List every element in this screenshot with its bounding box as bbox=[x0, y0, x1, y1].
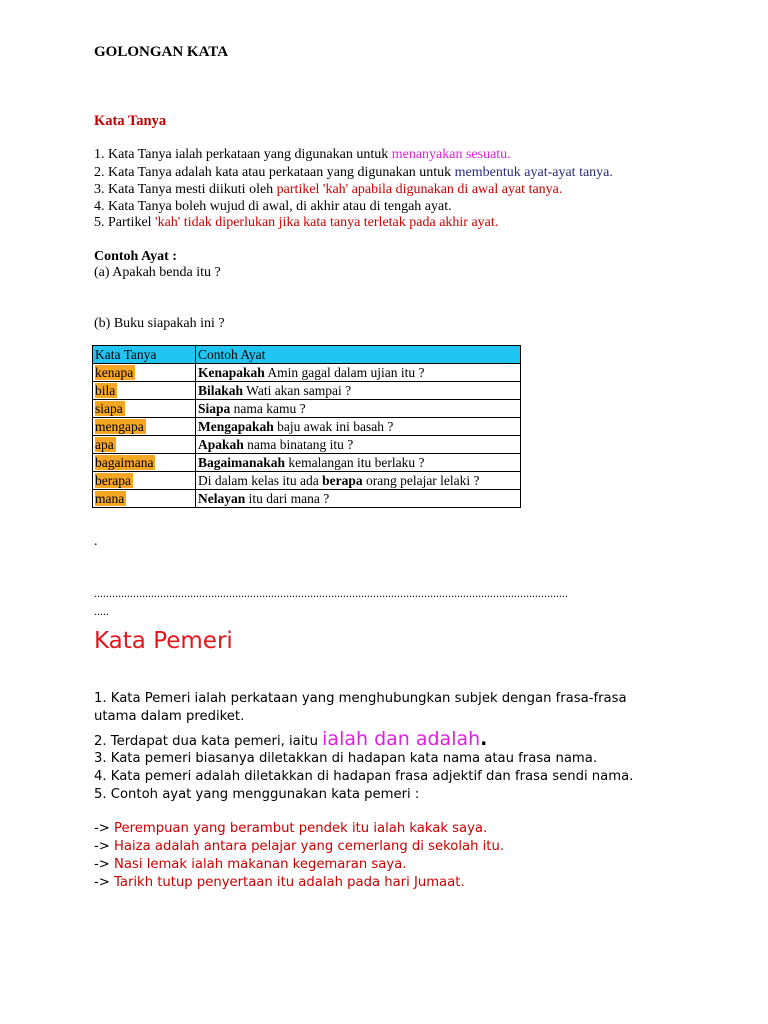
table-cell-word bbox=[93, 400, 196, 418]
kata-pemeri-point-4: 4. Kata pemeri adalah diletakkan di hadapan frasa adjektif dan frasa sendi nama. bbox=[94, 769, 634, 784]
kata-pemeri-point-5: 5. Contoh ayat yang menggunakan kata pemeri : bbox=[94, 787, 420, 802]
example-post: nama binatang itu ? bbox=[243, 436, 354, 452]
table-row bbox=[93, 490, 521, 508]
table-header-row bbox=[93, 346, 521, 364]
example-post: baju awak ini basah ? bbox=[273, 418, 394, 434]
table-cell-word bbox=[93, 382, 196, 400]
table-cell-word bbox=[93, 490, 196, 508]
kata-tanya-heading: Kata Tanya bbox=[94, 113, 167, 129]
table-row bbox=[93, 436, 521, 454]
table-cell-example bbox=[196, 418, 521, 436]
arrow: -> bbox=[94, 839, 115, 854]
word-highlight: mengapa bbox=[95, 418, 144, 434]
dotted-separator bbox=[94, 584, 674, 620]
table-cell-word bbox=[93, 364, 196, 382]
example-post: orang pelajar lelaki ? bbox=[362, 472, 480, 488]
point-2-suffix: . bbox=[480, 728, 488, 750]
point-2-highlight: ialah dan adalah bbox=[322, 728, 481, 750]
point-highlight: 'kah' tidak diperlukan jika kata tanya terletak pada akhir ayat. bbox=[155, 215, 499, 230]
kata-tanya-point-5 bbox=[94, 214, 498, 232]
word-highlight: apa bbox=[95, 436, 114, 452]
point-highlight: partikel 'kah' apabila digunakan di awal ayat tanya. bbox=[276, 182, 563, 197]
word-highlight: siapa bbox=[95, 400, 123, 416]
example-list bbox=[94, 820, 504, 892]
table-row bbox=[93, 382, 521, 400]
point-text: 4. Kata Tanya boleh wujud di awal, di akhir atau di tengah ayat. bbox=[94, 199, 452, 214]
point-1-line-1: 1. Kata Pemeri ialah perkataan yang menghubungkan subjek dengan frasa-frasa bbox=[94, 691, 627, 706]
kata-tanya-table bbox=[92, 345, 521, 508]
kata-pemeri-point-3: 3. Kata pemeri biasanya diletakkan di hadapan kata nama atau frasa nama. bbox=[94, 751, 598, 766]
table-cell-example bbox=[196, 364, 521, 382]
page-title: GOLONGAN KATA bbox=[94, 44, 229, 60]
contoh-ayat-heading: Contoh Ayat : bbox=[94, 249, 177, 264]
kata-tanya-point-2 bbox=[94, 164, 613, 182]
table-cell-word bbox=[93, 418, 196, 436]
example-bold: berapa bbox=[322, 472, 363, 488]
example-text: Haiza adalah antara pelajar yang cemerlang di sekolah itu. bbox=[114, 839, 505, 854]
example-post: Wati akan sampai ? bbox=[243, 382, 352, 398]
word-highlight: mana bbox=[95, 490, 125, 506]
table-cell-example bbox=[196, 436, 521, 454]
example-post: itu dari mana ? bbox=[245, 490, 330, 506]
table-row bbox=[93, 400, 521, 418]
table-header-kata-tanya: Kata Tanya bbox=[93, 346, 196, 364]
kata-tanya-point-3 bbox=[94, 181, 562, 199]
table-row bbox=[93, 364, 521, 382]
kata-tanya-point-1 bbox=[94, 146, 511, 164]
example-bold: Bagaimanakah bbox=[198, 454, 286, 470]
list-item bbox=[94, 820, 504, 838]
arrow: -> bbox=[94, 821, 115, 836]
table-cell-example bbox=[196, 490, 521, 508]
point-1-line-2: utama dalam prediket. bbox=[94, 709, 245, 724]
list-item bbox=[94, 856, 504, 874]
example-bold: Mengapakah bbox=[198, 418, 274, 434]
example-text: Nasi lemak ialah makanan kegemaran saya. bbox=[114, 857, 407, 872]
kata-pemeri-point-2 bbox=[94, 730, 487, 751]
example-post: kemalangan itu berlaku ? bbox=[285, 454, 425, 470]
kata-pemeri-point-1 bbox=[94, 690, 627, 726]
example-bold: Kenapakah bbox=[198, 364, 265, 380]
dots-line-1: .............................................................................................................................................................. bbox=[94, 586, 568, 600]
point-text: 3. Kata Tanya mesti diikuti oleh bbox=[94, 182, 277, 197]
point-text: 5. Partikel bbox=[94, 215, 156, 230]
example-post: Amin gagal dalam ujian itu ? bbox=[264, 364, 425, 380]
table-cell-example bbox=[196, 472, 521, 490]
example-text: Perempuan yang berambut pendek itu ialah kakak saya. bbox=[114, 821, 488, 836]
example-pre: Di dalam kelas itu ada bbox=[198, 472, 323, 488]
word-highlight: bagaimana bbox=[95, 454, 154, 470]
point-2-text: 2. Terdapat dua kata pemeri, iaitu bbox=[94, 734, 323, 749]
table-cell-example bbox=[196, 382, 521, 400]
example-bold: Siapa bbox=[198, 400, 231, 416]
example-post: nama kamu ? bbox=[230, 400, 306, 416]
word-highlight: bila bbox=[95, 382, 116, 398]
list-item bbox=[94, 838, 504, 856]
table-cell-word bbox=[93, 454, 196, 472]
table-cell-example bbox=[196, 400, 521, 418]
example-bold: Apakah bbox=[198, 436, 244, 452]
word-highlight: kenapa bbox=[95, 364, 134, 380]
contoh-ayat-b: (b) Buku siapakah ini ? bbox=[94, 316, 225, 331]
table-header-contoh-ayat: Contoh Ayat bbox=[196, 346, 521, 364]
example-bold: Bilakah bbox=[198, 382, 244, 398]
point-text: 2. Kata Tanya adalah kata atau perkataan yang digunakan untuk bbox=[94, 165, 455, 180]
point-highlight: membentuk ayat-ayat tanya. bbox=[454, 165, 613, 180]
list-item bbox=[94, 874, 504, 892]
word-highlight: berapa bbox=[95, 472, 131, 488]
example-bold: Nelayan bbox=[198, 490, 246, 506]
contoh-ayat-a: (a) Apakah benda itu ? bbox=[94, 265, 221, 280]
point-text: 1. Kata Tanya ialah perkataan yang digunakan untuk bbox=[94, 147, 392, 162]
table-row bbox=[93, 472, 521, 490]
table-row bbox=[93, 454, 521, 472]
kata-pemeri-heading: Kata Pemeri bbox=[94, 628, 233, 654]
table-row bbox=[93, 418, 521, 436]
table-cell-word bbox=[93, 436, 196, 454]
example-text: Tarikh tutup penyertaan itu adalah pada hari Jumaat. bbox=[114, 875, 465, 890]
arrow: -> bbox=[94, 857, 115, 872]
table-cell-example bbox=[196, 454, 521, 472]
separator-dot: . bbox=[94, 534, 98, 549]
dots-line-2: ..... bbox=[94, 604, 109, 618]
arrow: -> bbox=[94, 875, 115, 890]
table-cell-word bbox=[93, 472, 196, 490]
point-highlight: menanyakan sesuatu. bbox=[391, 147, 511, 162]
